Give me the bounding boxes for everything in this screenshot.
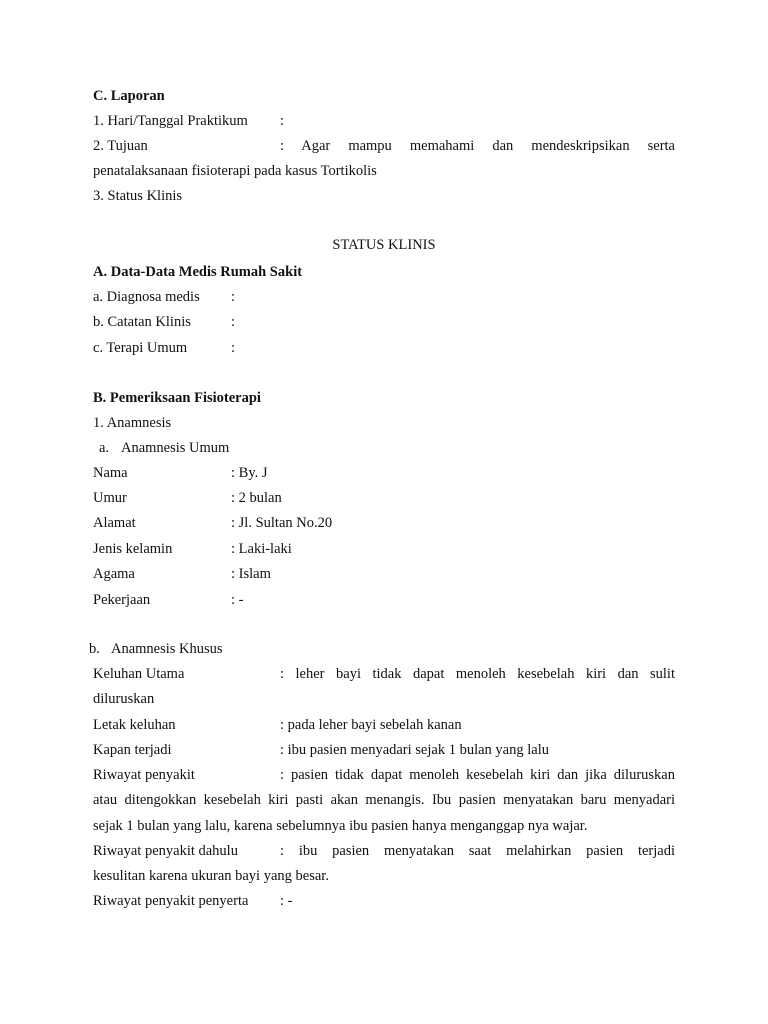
section-b-heading: B. Pemeriksaan Fisioterapi <box>93 390 261 406</box>
anamnesis-khusus-heading <box>89 640 223 658</box>
riwayat-row <box>93 766 675 784</box>
anamnesis-heading: 1. Anamnesis <box>93 415 172 431</box>
row-value: : - <box>231 592 244 608</box>
keluhan-continuation: diluruskan <box>93 691 155 707</box>
kapan-row <box>93 741 549 759</box>
anamnesis-umum-heading <box>99 439 229 457</box>
riwayat-dahulu-continuation: kesulitan karena ukuran bayi yang besar. <box>93 868 329 884</box>
item-label: 2. Tujuan <box>93 138 148 154</box>
row-value: : pada leher bayi sebelah kanan <box>280 717 462 733</box>
item-value: : <box>280 113 285 129</box>
row-label: Letak keluhan <box>93 717 176 733</box>
pekerjaan-row <box>93 591 243 609</box>
diagnosa-row <box>93 288 235 306</box>
agama-row <box>93 565 271 583</box>
tujuan-continuation: penatalaksanaan fisioterapi pada kasus Tortikolis <box>93 163 377 179</box>
row-value: : - <box>280 893 293 909</box>
row-label: Jenis kelamin <box>93 541 173 557</box>
row-label: Riwayat penyakit dahulu <box>93 843 238 859</box>
sub-letter: b. <box>89 641 100 657</box>
row-label: a. Diagnosa medis <box>93 289 200 305</box>
sub-title: Anamnesis Khusus <box>111 641 223 657</box>
section-a-heading: A. Data-Data Medis Rumah Sakit <box>93 264 303 280</box>
row-value: : Islam <box>231 566 271 582</box>
row-label: Kapan terjadi <box>93 742 172 758</box>
row-value: : ibu pasien menyatakan saat melahirkan pasien terjadi <box>280 843 675 859</box>
riwayat-dahulu-row <box>93 842 675 860</box>
row-label: Pekerjaan <box>93 592 151 608</box>
riwayat-penyerta-row <box>93 892 292 910</box>
row-value: : By. J <box>231 465 268 481</box>
riwayat-continuation-1: atau ditengokkan kesebelah kiri pasti akan menangis. Ibu pasien menyatakan baru menyadari <box>93 792 675 808</box>
item-hari-tanggal <box>93 112 284 130</box>
row-label: Alamat <box>93 515 136 531</box>
item-tujuan <box>93 137 675 155</box>
sub-letter: a. <box>99 440 110 456</box>
row-value: : Jl. Sultan No.20 <box>231 515 333 531</box>
row-label: Umur <box>93 490 127 506</box>
row-value: : leher bayi tidak dapat menoleh kesebelah kiri dan sulit <box>280 666 675 682</box>
jenis-kelamin-row <box>93 540 292 558</box>
row-label: b. Catatan Klinis <box>93 314 191 330</box>
nama-row <box>93 464 268 482</box>
item-status-klinis: 3. Status Klinis <box>93 188 183 204</box>
alamat-row <box>93 514 332 532</box>
umur-row <box>93 489 282 507</box>
row-label: c. Terapi Umum <box>93 340 188 356</box>
row-value: : ibu pasien menyadari sejak 1 bulan yang lalu <box>280 742 549 758</box>
section-c-heading: C. Laporan <box>93 88 165 104</box>
row-value: : Laki-laki <box>231 541 292 557</box>
riwayat-continuation-2: sejak 1 bulan yang lalu, karena sebelumnya ibu pasien hanya menganggap nya wajar. <box>93 818 588 834</box>
item-value: : Agar mampu memahami dan mendeskripsikan serta <box>280 138 675 154</box>
row-label: Keluhan Utama <box>93 666 185 682</box>
row-label: Nama <box>93 465 128 481</box>
item-label: 1. Hari/Tanggal Praktikum <box>93 113 248 129</box>
row-value: : pasien tidak dapat menoleh kesebelah kiri dan jika diluruskan <box>280 767 675 783</box>
row-value: : <box>231 289 236 305</box>
sub-title: Anamnesis Umum <box>121 440 230 456</box>
row-value: : <box>231 340 236 356</box>
status-klinis-title: STATUS KLINIS <box>332 237 436 253</box>
keluhan-row <box>93 665 675 683</box>
row-value: : <box>231 314 236 330</box>
row-label: Agama <box>93 566 135 582</box>
row-label: Riwayat penyakit <box>93 767 195 783</box>
catatan-row <box>93 313 235 331</box>
letak-row <box>93 716 462 734</box>
row-label: Riwayat penyakit penyerta <box>93 893 249 909</box>
terapi-row <box>93 339 235 357</box>
row-value: : 2 bulan <box>231 490 282 506</box>
